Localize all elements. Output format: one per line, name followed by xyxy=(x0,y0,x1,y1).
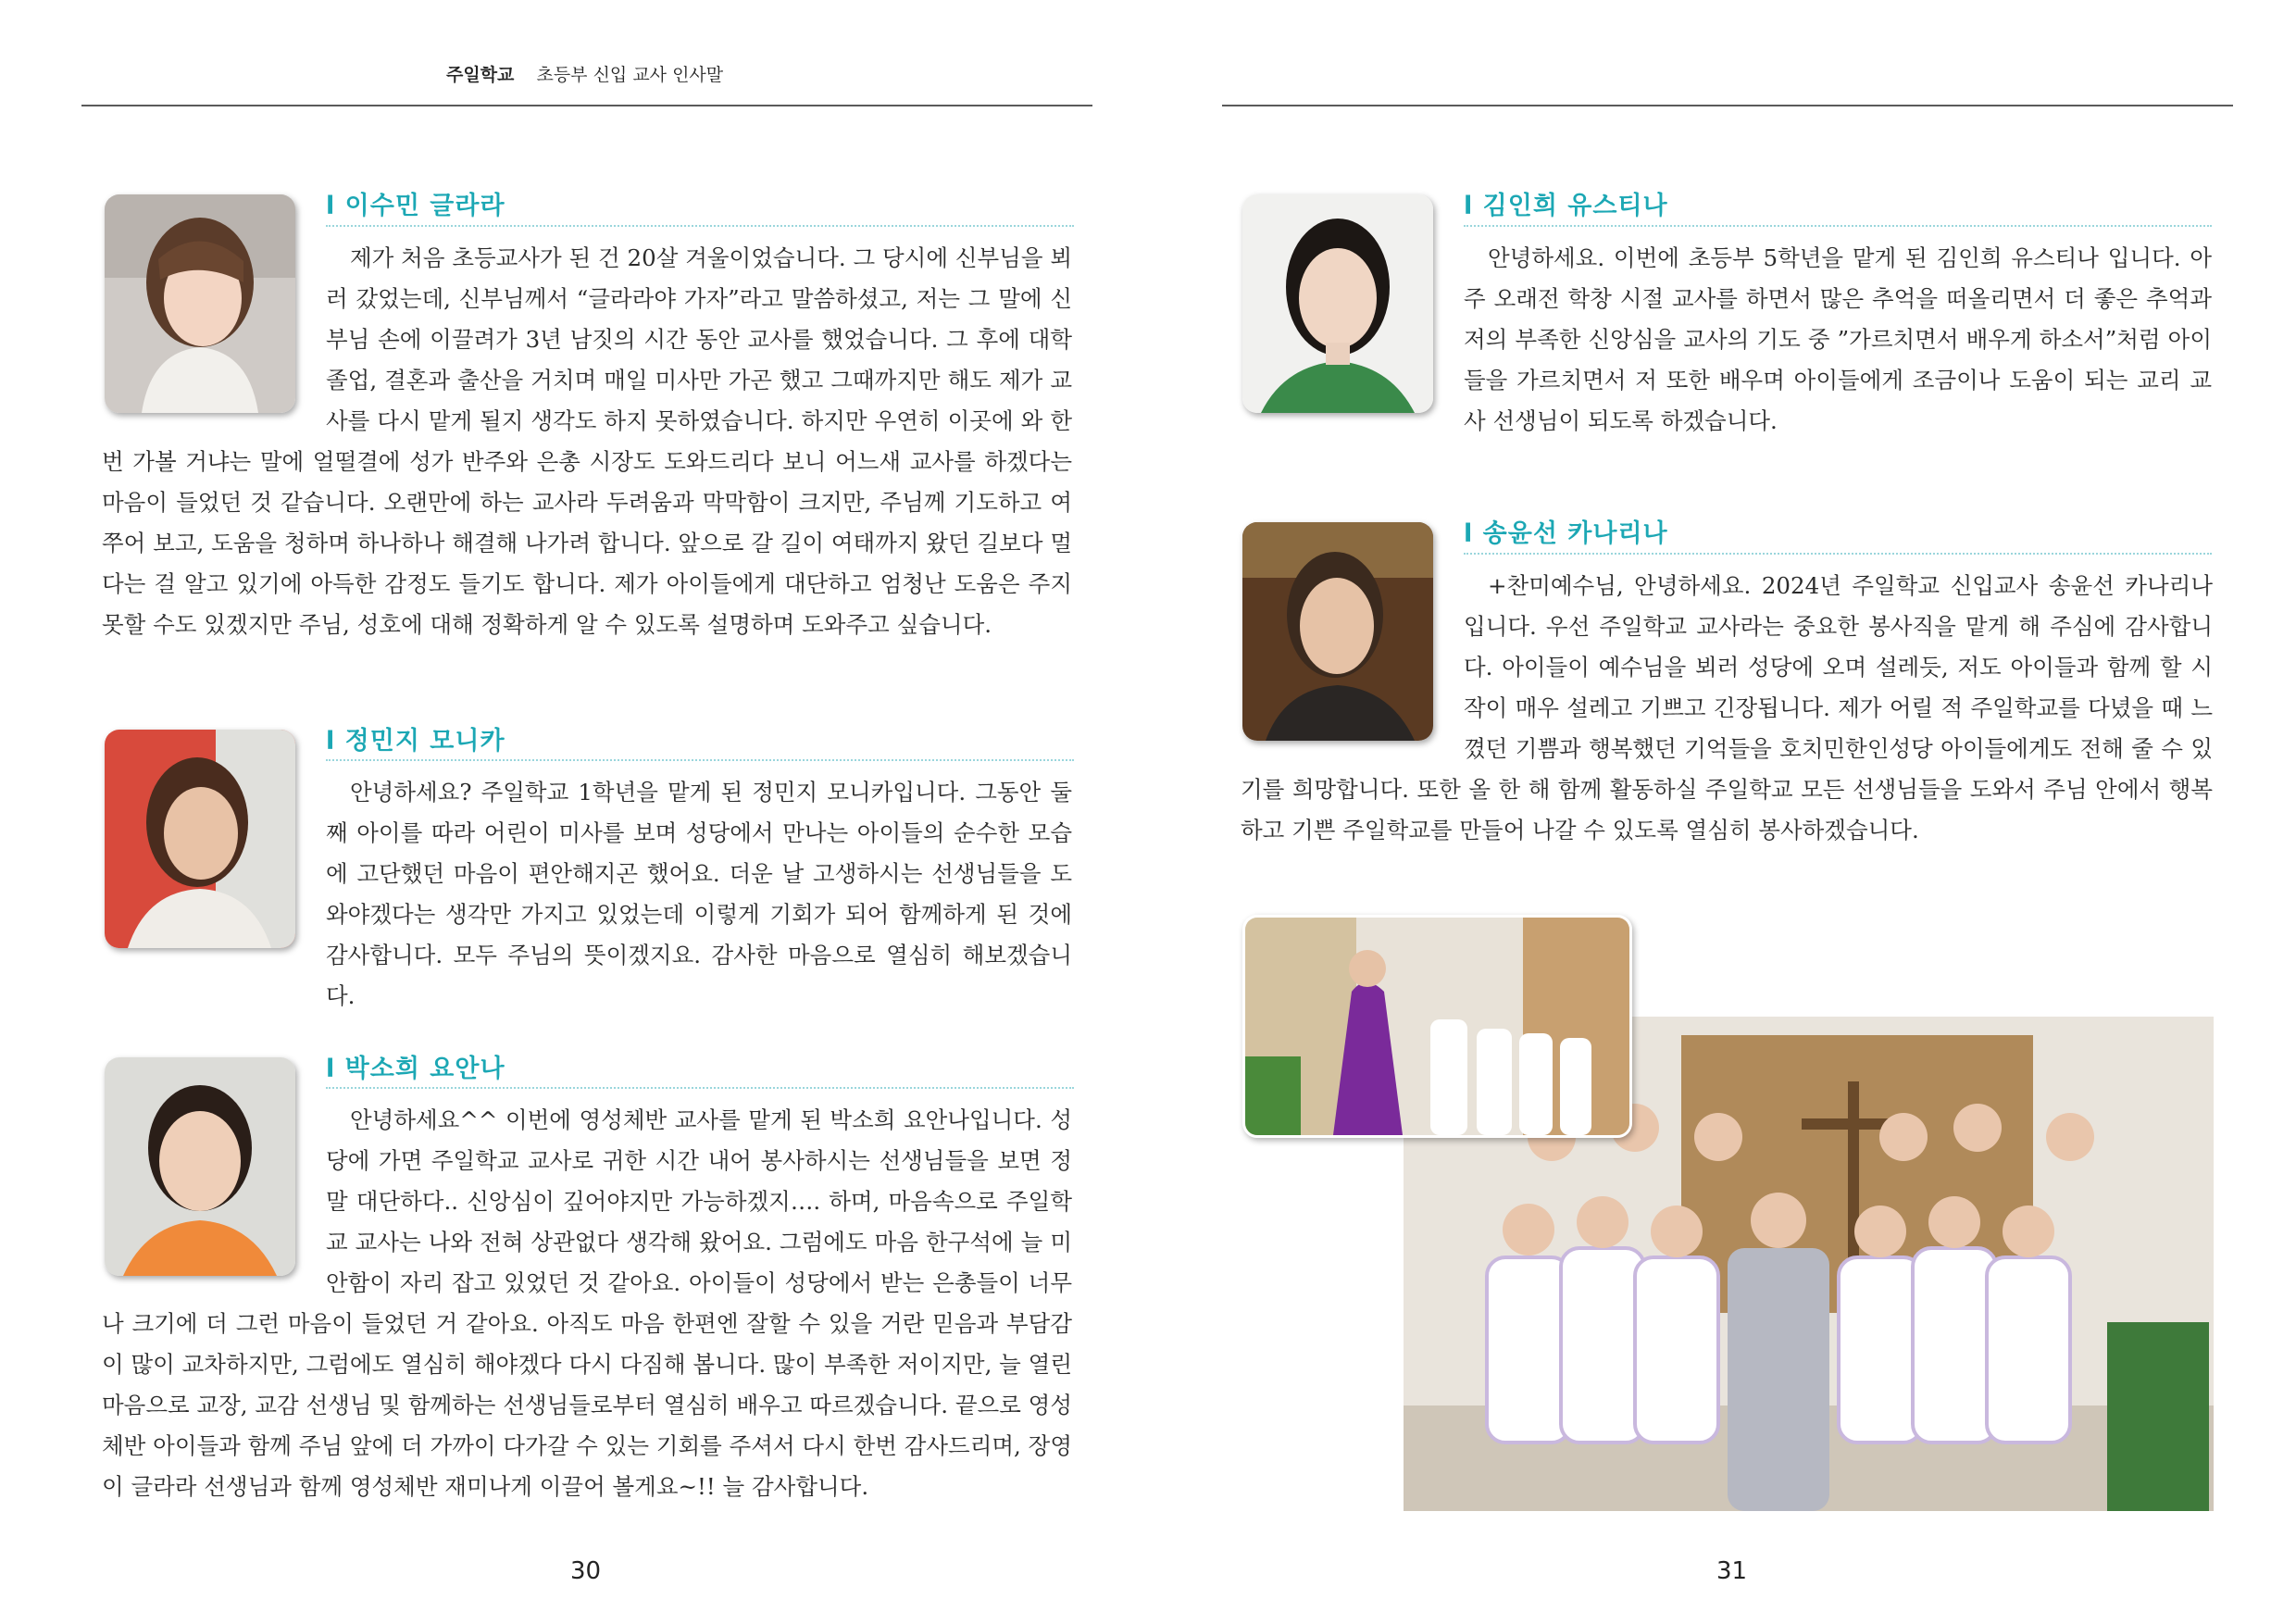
greeting-text: +찬미예수님, 안녕하세요. 2024년 주일학교 신입교사 송윤선 카나리나입니다. 우선 주일학교 교사라는 중요한 봉사직을 맡게 해 주심에 감사합니다. 아이들이 예수님을 뵈러 성당에 오며 설레듯, 저도 아이들과 함께 할 시작이 매우 설레고 기쁘고 긴장됩니다. 제가 어릴 적 주일학교를 다녔을 때 느꼈던 기쁨과 행복했던 기억들을 호치민한인성당 아이들에게도 전해 줄 수 있기를 희망합니다. 또한 올 한 해 함께 활동하실 주일학교 모든 선생님들을 도와서 주님 안에서 행복하고 기쁜 주일학교를 만들어 나갈 수 있도록 열심히 봉사하겠습니다. xyxy=(1241,572,2213,843)
page-number: 30 xyxy=(570,1557,602,1585)
section-label: 주일학교 xyxy=(446,65,515,85)
greeting-text: 안녕하세요. 이번에 초등부 5학년을 맡게 된 김인희 유스티나 입니다. 아주 오래전 학창 시절 교사를 하면서 많은 추억을 떠올리면서 더 좋은 추억과 저의 부족한 신앙심을 교사의 기도 중 ”가르치면서 배우게 하소서”처럼 아이들을 가르치면서 저 또한 배우며 아이들에게 조금이나 도움이 되는 교리 교사 선생님이 되도록 하겠습니다. xyxy=(1464,244,2212,434)
name-rule xyxy=(326,759,1074,761)
name-rule xyxy=(1464,225,2212,227)
running-head xyxy=(446,61,723,86)
teacher-name: l 정민지 모니카 xyxy=(326,727,505,756)
portrait-photo xyxy=(105,730,295,948)
name-rule xyxy=(326,225,1074,227)
teacher-name: l 박소희 요안나 xyxy=(326,1055,505,1083)
header-rule xyxy=(81,105,1092,106)
page-number: 31 xyxy=(1716,1557,1748,1585)
name-rule xyxy=(1464,553,2212,555)
name-rule xyxy=(326,1087,1074,1089)
header-rule xyxy=(1222,105,2233,106)
section-title: 초등부 신입 교사 인사말 xyxy=(536,65,724,85)
teacher-name: l 김인희 유스티나 xyxy=(1464,192,1668,220)
right-page xyxy=(1148,0,2296,1624)
inset-photo xyxy=(1242,915,1632,1138)
portrait-photo xyxy=(1242,194,1433,413)
greeting-text: 안녕하세요? 주일학교 1학년을 맡게 된 정민지 모니카입니다. 그동안 둘째 아이를 따라 어린이 미사를 보며 성당에서 만나는 아이들의 순수한 모습에 고단했던 마음이 편안해지곤 했어요. 더운 날 고생하시는 선생님들을 도와야겠다는 생각만 가지고 있었는데 이렇게 기회가 되어 함께하게 된 것에 감사합니다. 모두 주님의 뜻이겠지요. 감사한 마음으로 열심히 해보겠습니다. xyxy=(326,779,1072,1009)
teacher-name: l 송윤선 카나리나 xyxy=(1464,519,1668,548)
teacher-name: l 이수민 글라라 xyxy=(326,192,505,220)
greeting-text: 안녕하세요^^ 이번에 영성체반 교사를 맡게 된 박소희 요안나입니다. 성당에 가면 주일학교 교사로 귀한 시간 내어 봉사하시는 선생님들을 보면 정말 대단하다.. 신앙심이 깊어야지만 가능하겠지…. 하며, 마음속으로 주일학교 교사는 나와 전혀 상관없다 생각해 왔어요. 그럼에도 마음 한구석에 늘 미안함이 자리 잡고 있었던 것 같아요. 아이들이 성당에서 받는 은총들이 너무나 크기에 더 그런 마음이 들었던 거 같아요. 아직도 마음 한편엔 잘할 수 있을 거란 믿음과 부담감이 많이 교차하지만, 그럼에도 열심히 해야겠다 다시 다짐해 봅니다. 많이 부족한 저이지만, 늘 열린 마음으로 교장, 교감 선생님 및 함께하는 선생님들로부터 열심히 배우고 따르겠습니다. 끝으로 영성체반 아이들과 함께 주님 앞에 더 가까이 다가갈 수 있는 기회를 주셔서 다시 한번 감사드리며, 장영이 글라라 선생님과 함께 영성체반 재미나게 이끌어 볼게요~!! 늘 감사합니다. xyxy=(102,1106,1072,1500)
greeting-text: 제가 처음 초등교사가 된 건 20살 겨울이었습니다. 그 당시에 신부님을 뵈러 갔었는데, 신부님께서 “글라라야 가자”라고 말씀하셨고, 저는 그 말에 신부님 손에 이끌려가 3년 남짓의 시간 동안 교사를 했었습니다. 그 후에 대학 졸업, 결혼과 출산을 거치며 매일 미사만 가곤 했고 그때까지만 해도 제가 교사를 다시 맡게 될지 생각도 하지 못하였습니다. 하지만 우연히 이곳에 와 한 번 가볼 거냐는 말에 얼떨결에 성가 반주와 은총 시장도 도와드리다 보니 어느새 교사를 하겠다는 마음이 들었던 것 같습니다. 오랜만에 하는 교사라 두려움과 막막함이 크지만, 주님께 기도하고 여쭈어 보고, 도움을 청하며 하나하나 해결해 나가려 합니다. 앞으로 갈 길이 여태까지 왔던 길보다 멀다는 걸 알고 있기에 아득한 감정도 들기도 합니다. 제가 아이들에게 대단하고 엄청난 도움은 주지 못할 수도 있겠지만 주님, 성호에 대해 정확하게 알 수 있도록 설명하며 도와주고 싶습니다. xyxy=(102,244,1072,638)
